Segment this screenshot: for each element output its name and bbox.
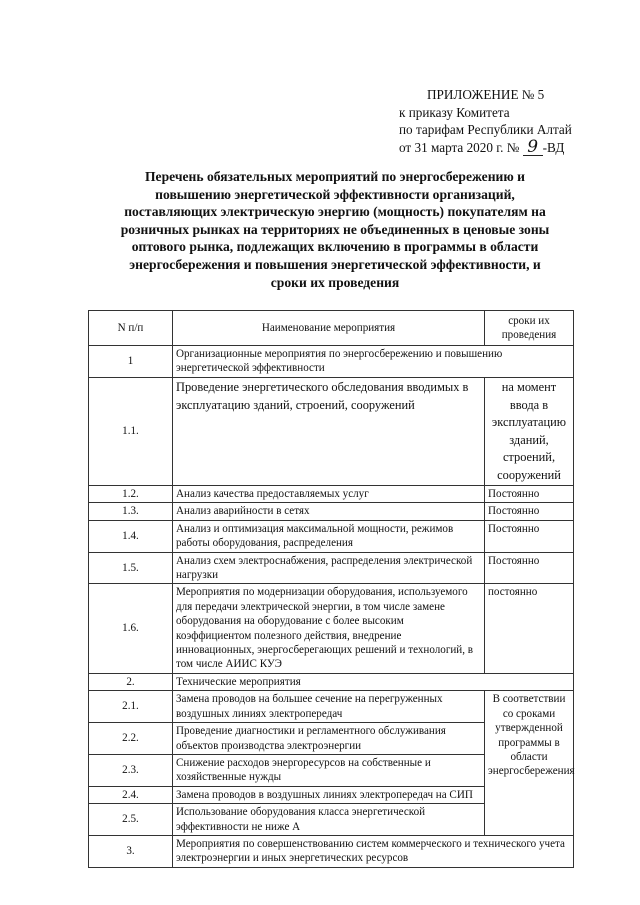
header-name: Наименование мероприятия — [173, 311, 485, 346]
row-name: Технические мероприятия — [173, 673, 574, 690]
row-num: 2. — [89, 673, 173, 690]
section2-term: В соответствии со сроками утвержденной программы в области энергосбережения — [485, 691, 574, 836]
title-line: поставляющих электрическую энергию (мощность) покупателям на — [124, 204, 546, 220]
row-num: 1.6. — [89, 584, 173, 673]
row-name: Замена проводов в воздушных линиях электропередач на СИП — [173, 786, 485, 803]
table-header-row — [89, 311, 574, 346]
row-name: Проведение диагностики и регламентного обслуживания объектов производства электроэнергии — [173, 723, 485, 755]
row-num: 1.2. — [89, 486, 173, 503]
row-name: Анализ качества предоставляемых услуг — [173, 486, 485, 503]
row-name: Анализ аварийности в сетях — [173, 503, 485, 520]
row-term: Постоянно — [485, 552, 574, 584]
table-row — [89, 584, 574, 673]
row-term: Постоянно — [485, 486, 574, 503]
title-line: розничных рынках на территориях не объединенных в ценовые зоны — [120, 221, 550, 237]
order-date-prefix: от 31 марта 2020 г. № — [399, 139, 520, 155]
table-row — [89, 691, 574, 723]
row-name: Мероприятия по совершенствованию систем коммерческого и технического учета электроэнергии и иных энергетических ресурсов — [173, 835, 574, 867]
table-row — [89, 503, 574, 520]
row-name: Анализ схем электроснабжения, распределения электрической нагрузки — [173, 552, 485, 584]
row-name: Организационные мероприятия по энергосбережению и повышению энергетической эффективности — [173, 346, 574, 378]
order-date-suffix: -ВД — [542, 139, 565, 155]
row-num: 2.3. — [89, 754, 173, 786]
row-num: 1 — [89, 346, 173, 378]
row-num: 1.4. — [89, 520, 173, 552]
measures-table — [88, 310, 574, 868]
row-num: 2.2. — [89, 723, 173, 755]
row-num: 3. — [89, 835, 173, 867]
header-num: N п/п — [89, 311, 173, 346]
table-row — [89, 486, 574, 503]
appendix-committee: по тарифам Республики Алтай — [399, 122, 572, 137]
row-num: 1.5. — [89, 552, 173, 584]
title-line: Перечень обязательных мероприятий по энергосбережению и — [144, 169, 526, 184]
row-name: Проведение энергетического обследования вводимых в эксплуатацию зданий, строений, сооружений — [173, 378, 485, 486]
row-name: Замена проводов на большее сечение на перегруженных воздушных линиях электропередач — [173, 691, 485, 723]
row-name: Анализ и оптимизация максимальной мощности, режимов работы оборудования, распределения — [173, 520, 485, 552]
document-title — [85, 168, 585, 291]
row-num: 1.1. — [89, 378, 173, 486]
table-row — [89, 673, 574, 690]
table-row — [89, 552, 574, 584]
table-row — [89, 346, 574, 378]
row-num: 2.1. — [89, 691, 173, 723]
row-num: 1.3. — [89, 503, 173, 520]
title-line: энергосбережения и повышения энергетической эффективности, и — [129, 256, 541, 272]
header-term: сроки их проведения — [485, 311, 574, 346]
row-term: постоянно — [485, 584, 574, 673]
row-num: 2.5. — [89, 804, 173, 836]
row-name: Снижение расходов энергоресурсов на собственные и хозяйственные нужды — [173, 754, 485, 786]
table-row — [89, 378, 574, 486]
row-term: Постоянно — [485, 503, 574, 520]
appendix-order-date — [399, 136, 629, 157]
appendix-header — [399, 86, 629, 156]
title-line: оптового рынка, подлежащих включению в программы в области — [131, 239, 539, 255]
row-name: Мероприятия по модернизации оборудования, используемого для передачи электрической энергии, в том числе замене оборудования на оборудование с более высоким коэффициентом полезного действия, внедрение инновационных, энергосберегающих решений и технологий, в том числе АИИС КУЭ — [173, 584, 485, 673]
row-term: Постоянно — [485, 520, 574, 552]
appendix-order-ref: к приказу Комитета — [399, 104, 510, 120]
handwritten-order-number: 9 — [523, 140, 543, 156]
row-name: Использование оборудования класса энергетической эффективности не ниже А — [173, 804, 485, 836]
table-row — [89, 520, 574, 552]
title-line: сроки их проведения — [270, 274, 400, 290]
row-term: на момент ввода в эксплуатацию зданий, строений, сооружений — [485, 378, 574, 486]
table-row — [89, 835, 574, 867]
row-num: 2.4. — [89, 786, 173, 803]
title-line: повышению энергетической эффективности организаций, — [155, 186, 515, 202]
appendix-number: ПРИЛОЖЕНИЕ № 5 — [427, 87, 545, 102]
